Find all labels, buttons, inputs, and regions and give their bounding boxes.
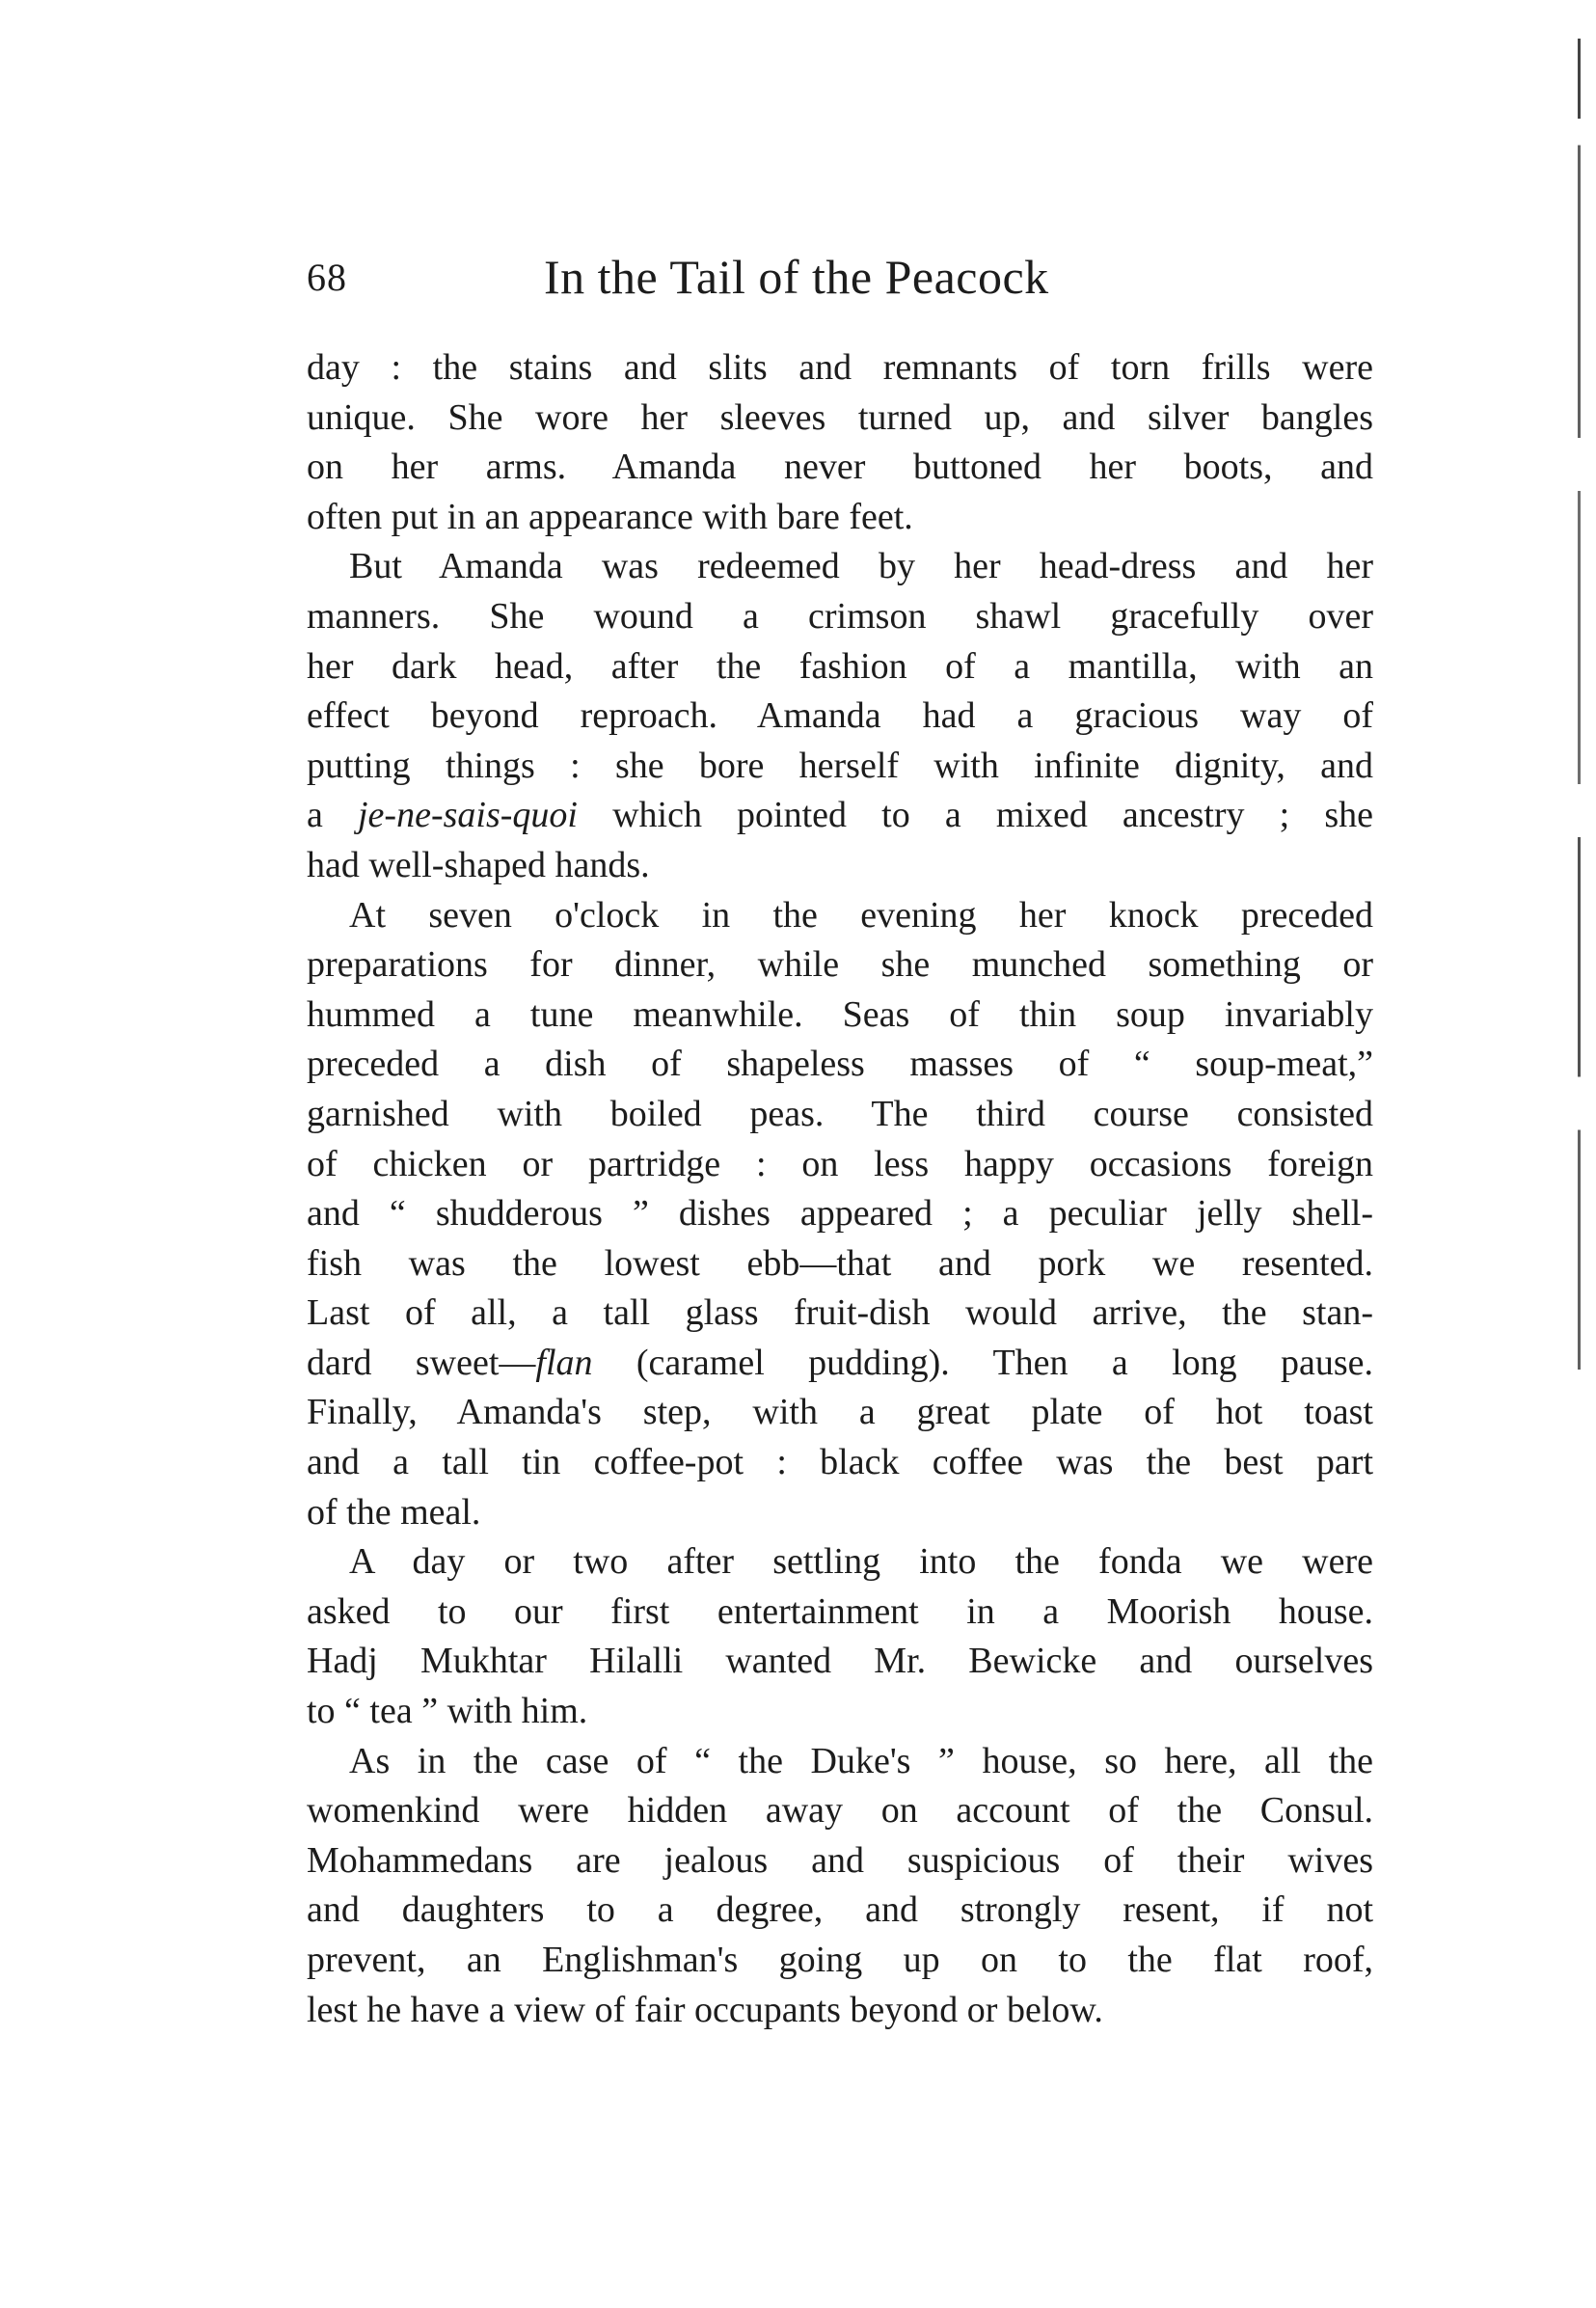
text-line <box>307 791 1373 841</box>
text-line <box>307 1488 1373 1538</box>
text-line <box>307 1140 1373 1190</box>
text-line <box>307 692 1373 742</box>
text-line <box>307 991 1373 1041</box>
text-line <box>307 1537 1373 1588</box>
text-line <box>307 1737 1373 1787</box>
text-line <box>307 542 1373 592</box>
text-line <box>307 1239 1373 1290</box>
text-segment: Finally, Amanda's step, with a great plate of hot toast <box>307 1392 1373 1433</box>
text-line <box>307 1836 1373 1887</box>
text-segment: preparations for dinner, while she munched something or <box>307 944 1373 986</box>
text-line <box>307 891 1373 941</box>
text-segment: But Amanda was redeemed by her head-dress and her <box>349 546 1373 587</box>
text-line <box>307 1588 1373 1638</box>
text-segment: asked to our first entertainment in a Moorish house. <box>307 1590 1373 1632</box>
text-segment: prevent, an Englishman's going up on to the flat roof, <box>307 1940 1373 1980</box>
text-segment: and daughters to a degree, and strongly resent, if not <box>307 1889 1373 1931</box>
text-segment: (caramel pudding). Then a long pause. <box>592 1342 1373 1383</box>
text-line <box>307 493 1373 543</box>
text-line <box>307 1040 1373 1090</box>
text-segment: to “ tea ” with him. <box>307 1691 588 1732</box>
page-number: 68 <box>307 256 347 299</box>
text-line <box>307 940 1373 991</box>
text-line <box>307 642 1373 692</box>
text-segment: a <box>307 795 358 836</box>
text-segment: As in the case of “ the Duke's ” house, so here, all the <box>349 1740 1373 1781</box>
paragraph <box>307 1737 1373 2036</box>
text-segment: unique. She wore her sleeves turned up, and silver bangles <box>307 396 1373 438</box>
text-line <box>307 343 1373 394</box>
running-head <box>307 249 1367 316</box>
text-segment: putting things : she bore herself with infinite dignity, and <box>307 745 1373 786</box>
text-segment: and a tall tin coffee-pot : black coffee was the best part <box>307 1442 1373 1483</box>
text-line <box>307 1637 1373 1687</box>
page-binding-edge <box>1578 39 1581 1370</box>
text-segment: manners. She wound a crimson shawl gracefully over <box>307 595 1373 637</box>
paragraph <box>307 343 1373 542</box>
text-line <box>307 1339 1373 1389</box>
text-segment: had well-shaped hands. <box>307 844 650 885</box>
text-line <box>307 1438 1373 1488</box>
text-line <box>307 1388 1373 1438</box>
italic-phrase: flan <box>535 1342 593 1383</box>
text-segment: At seven o'clock in the evening her knock preceded <box>349 894 1373 936</box>
italic-phrase: je-ne-sais-quoi <box>358 795 578 836</box>
text-line <box>307 1090 1373 1140</box>
text-segment: fish was the lowest ebb—that and pork we resented. <box>307 1242 1373 1284</box>
text-segment: her dark head, after the fashion of a mantilla, with an <box>307 645 1373 687</box>
text-line <box>307 1886 1373 1936</box>
text-segment: effect beyond reproach. Amanda had a gracious way of <box>307 695 1373 737</box>
text-segment: day : the stains and slits and remnants of torn frills were <box>307 347 1373 388</box>
text-segment: preceded a dish of shapeless masses of “ soup-meat,” <box>307 1044 1373 1085</box>
text-segment: and “ shudderous ” dishes appeared ; a peculiar jelly shell- <box>307 1193 1373 1235</box>
text-line <box>307 1189 1373 1239</box>
body-text <box>307 343 1373 2035</box>
text-segment: lest he have a view of fair occupants beyond or below. <box>307 1989 1103 2030</box>
text-line <box>307 592 1373 642</box>
text-segment: hummed a tune meanwhile. Seas of thin soup invariably <box>307 993 1373 1035</box>
text-line <box>307 742 1373 792</box>
text-segment: which pointed to a mixed ancestry ; she <box>577 795 1373 836</box>
paragraph <box>307 1537 1373 1736</box>
text-line <box>307 1986 1373 2036</box>
text-line <box>307 1786 1373 1836</box>
text-segment: of the meal. <box>307 1491 481 1533</box>
text-segment: garnished with boiled peas. The third course consisted <box>307 1093 1373 1134</box>
text-segment: often put in an appearance with bare feet. <box>307 496 913 537</box>
text-line <box>307 1687 1373 1737</box>
text-line <box>307 841 1373 891</box>
text-line <box>307 1936 1373 1986</box>
text-segment: Mohammedans are jealous and suspicious of their wives <box>307 1839 1373 1881</box>
paragraph <box>307 891 1373 1538</box>
text-segment: on her arms. Amanda never buttoned her boots, and <box>307 447 1373 488</box>
running-title: In the Tail of the Peacock <box>544 250 1049 304</box>
text-line <box>307 394 1373 444</box>
text-segment: Hadj Mukhtar Hilalli wanted Mr. Bewicke and ourselves <box>307 1641 1373 1682</box>
text-segment: dard sweet— <box>307 1342 536 1383</box>
text-segment: womenkind were hidden away on account of the Consul. <box>307 1790 1373 1832</box>
text-line <box>307 1289 1373 1339</box>
paragraph <box>307 542 1373 890</box>
text-line <box>307 443 1373 493</box>
text-segment: Last of all, a tall glass fruit-dish would arrive, the stan- <box>307 1292 1373 1334</box>
text-segment: of chicken or partridge : on less happy occasions foreign <box>307 1143 1373 1184</box>
text-segment: A day or two after settling into the fonda we were <box>349 1541 1373 1583</box>
